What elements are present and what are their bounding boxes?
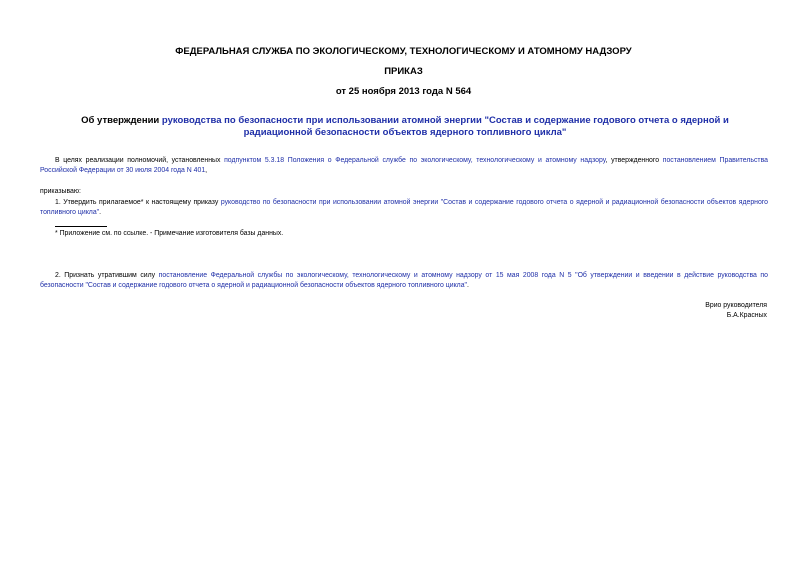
- basis-text-1: В целях реализации полномочий, установленных: [55, 157, 225, 164]
- item-1-text-1: 1. Утвердить прилагаемое* к настоящему приказу: [55, 199, 221, 206]
- document-title: [60, 115, 750, 139]
- item-2-text-1: 2. Признать утратившим силу: [55, 272, 159, 279]
- agency-heading: ФЕДЕРАЛЬНАЯ СЛУЖБА ПО ЭКОЛОГИЧЕСКОМУ, ТЕХНОЛОГИЧЕСКОМУ И АТОМНОМУ НАДЗОРУ: [175, 46, 632, 57]
- signature-position: Врио руководителя: [705, 302, 767, 309]
- footnote-text: * Приложение см. по ссылке. - Примечание изготовителя базы данных.: [55, 230, 284, 237]
- order-word: приказываю:: [40, 188, 81, 195]
- item-1-guide-link[interactable]: руководство по безопасности при использовании атомной энергии "Состав и содержание годового отчета о ядерной и радиационной безопасности объектов ядерного топливного цикла": [40, 199, 769, 216]
- basis-paragraph: [40, 156, 768, 176]
- item-2-text-2: .: [466, 282, 469, 289]
- item-2-resolution-link[interactable]: постановление Федеральной службы по экологическому, технологическому и атомному надзору от 15 мая 2008 года N 5 "Об утверждении и введении в действие руководства по безопасности "Состав и содержание годового отчета о ядерной и радиационной безопасности объектов ядерного топливного цикла": [40, 272, 768, 289]
- basis-text-2: , утвержденного: [605, 157, 663, 164]
- title-guide-link[interactable]: руководства по безопасности при использовании атомной энергии "Состав и содержание годового отчета о ядерной и радиационной безопасности объектов ядерного топливного цикла": [161, 115, 729, 138]
- item-1-text-2: .: [99, 209, 102, 216]
- footnote-divider: [55, 226, 107, 227]
- basis-government-decree-link[interactable]: постановлением Правительства Российской Федерации от 30 июля 2004 года N 401: [40, 157, 768, 174]
- basis-regulation-link[interactable]: подпунктом 5.3.18 Положения о Федеральной службе по экологическому, технологическому и атомному надзору: [224, 157, 606, 164]
- signature-block: [705, 301, 767, 321]
- title-prefix: Об утверждении: [81, 115, 162, 126]
- item-2-paragraph: [40, 271, 768, 291]
- signature-name: Б.А.Красных: [726, 312, 767, 319]
- item-1-paragraph: [40, 198, 768, 218]
- basis-text-3: ,: [205, 167, 208, 174]
- doc-type-heading: ПРИКАЗ: [384, 66, 423, 77]
- date-number-heading: от 25 ноября 2013 года N 564: [335, 86, 472, 97]
